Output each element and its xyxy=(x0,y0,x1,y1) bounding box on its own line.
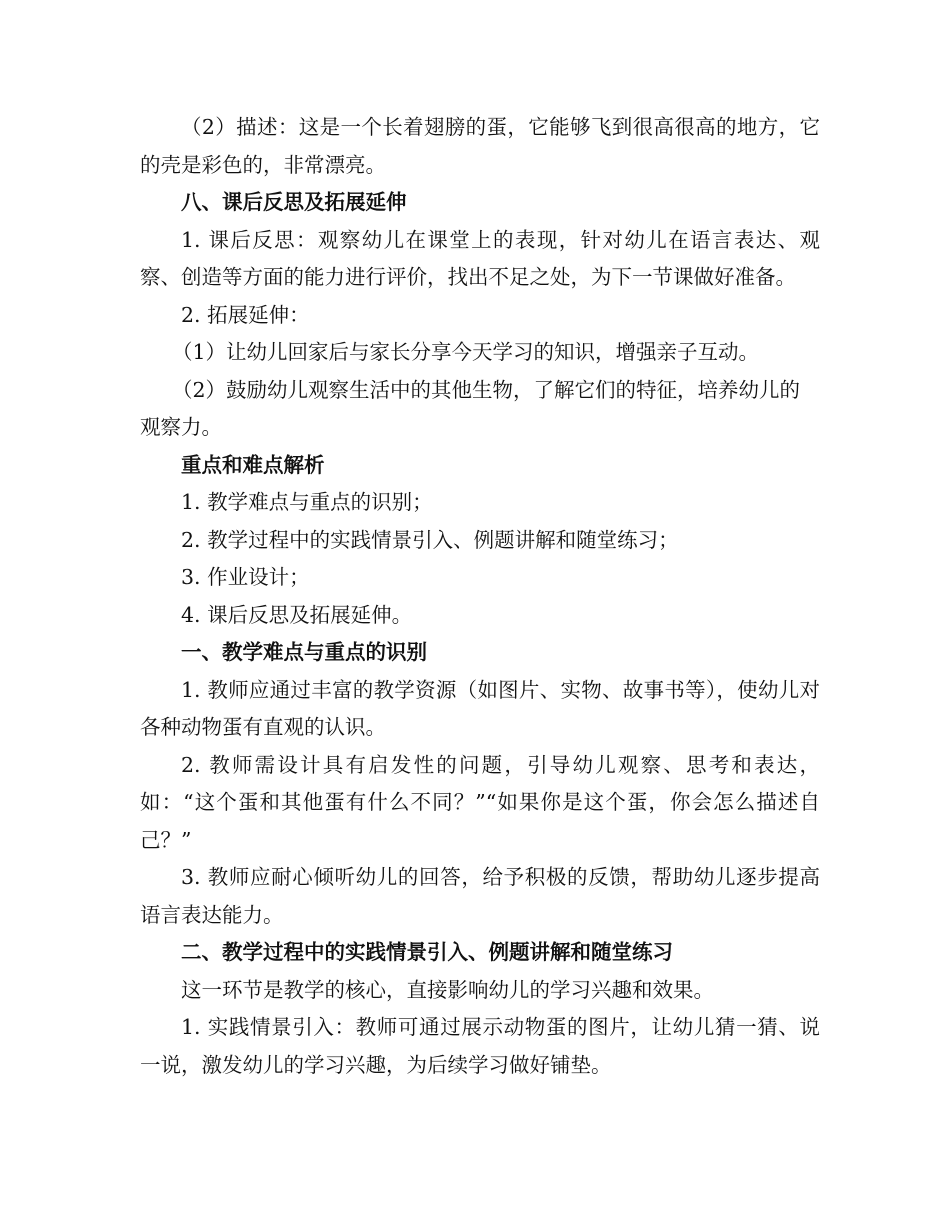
paragraph: 1. 教师应通过丰富的教学资源（如图片、实物、故事书等），使幼儿对各种动物蛋有直观的认识。 xyxy=(140,677,820,739)
list-item: 3. 作业设计； xyxy=(181,565,310,589)
section-heading: 一、教学难点与重点的识别 xyxy=(181,640,427,664)
list-item: （2）鼓励幼儿观察生活中的其他生物，了解它们的特征，培养幼儿的观察力。 xyxy=(140,377,801,439)
paragraph: （2）描述：这是一个长着翅膀的蛋，它能够飞到很高很高的地方，它的壳是彩色的，非常漂亮。 xyxy=(140,115,820,177)
paragraph: 2. 拓展延伸： xyxy=(181,302,310,327)
list-item: 1. 教学难点与重点的识别； xyxy=(181,490,433,514)
section-heading: 八、课后反思及拓展延伸 xyxy=(181,190,407,214)
list-item: 4. 课后反思及拓展延伸。 xyxy=(181,602,413,627)
section-heading: 重点和难点解析 xyxy=(181,452,325,477)
paragraph: 1. 课后反思：观察幼儿在课堂上的表现，针对幼儿在语言表达、观察、创造等方面的能力进行评价，找出不足之处，为下一节课做好准备。 xyxy=(140,227,820,289)
document-body xyxy=(140,109,820,1084)
paragraph: 1. 实践情景引入：教师可通过展示动物蛋的图片，让幼儿猜一猜、说一说，激发幼儿的学习兴趣，为后续学习做好铺垫。 xyxy=(140,1015,820,1077)
paragraph: 这一环节是教学的核心，直接影响幼儿的学习兴趣和效果。 xyxy=(181,977,714,1002)
section-heading: 二、教学过程中的实践情景引入、例题讲解和随堂练习 xyxy=(181,940,673,964)
list-item: （1）让幼儿回家后与家长分享今天学习的知识，增强亲子互动。 xyxy=(172,340,760,364)
paragraph: 3. 教师应耐心倾听幼儿的回答，给予积极的反馈，帮助幼儿逐步提高语言表达能力。 xyxy=(140,865,820,927)
list-item: 2. 教学过程中的实践情景引入、例题讲解和随堂练习； xyxy=(181,527,679,552)
paragraph: 2. 教师需设计具有启发性的问题，引导幼儿观察、思考和表达，如：“这个蛋和其他蛋有什么不同？”“如果你是这个蛋，你会怎么描述自己？” xyxy=(140,752,820,852)
